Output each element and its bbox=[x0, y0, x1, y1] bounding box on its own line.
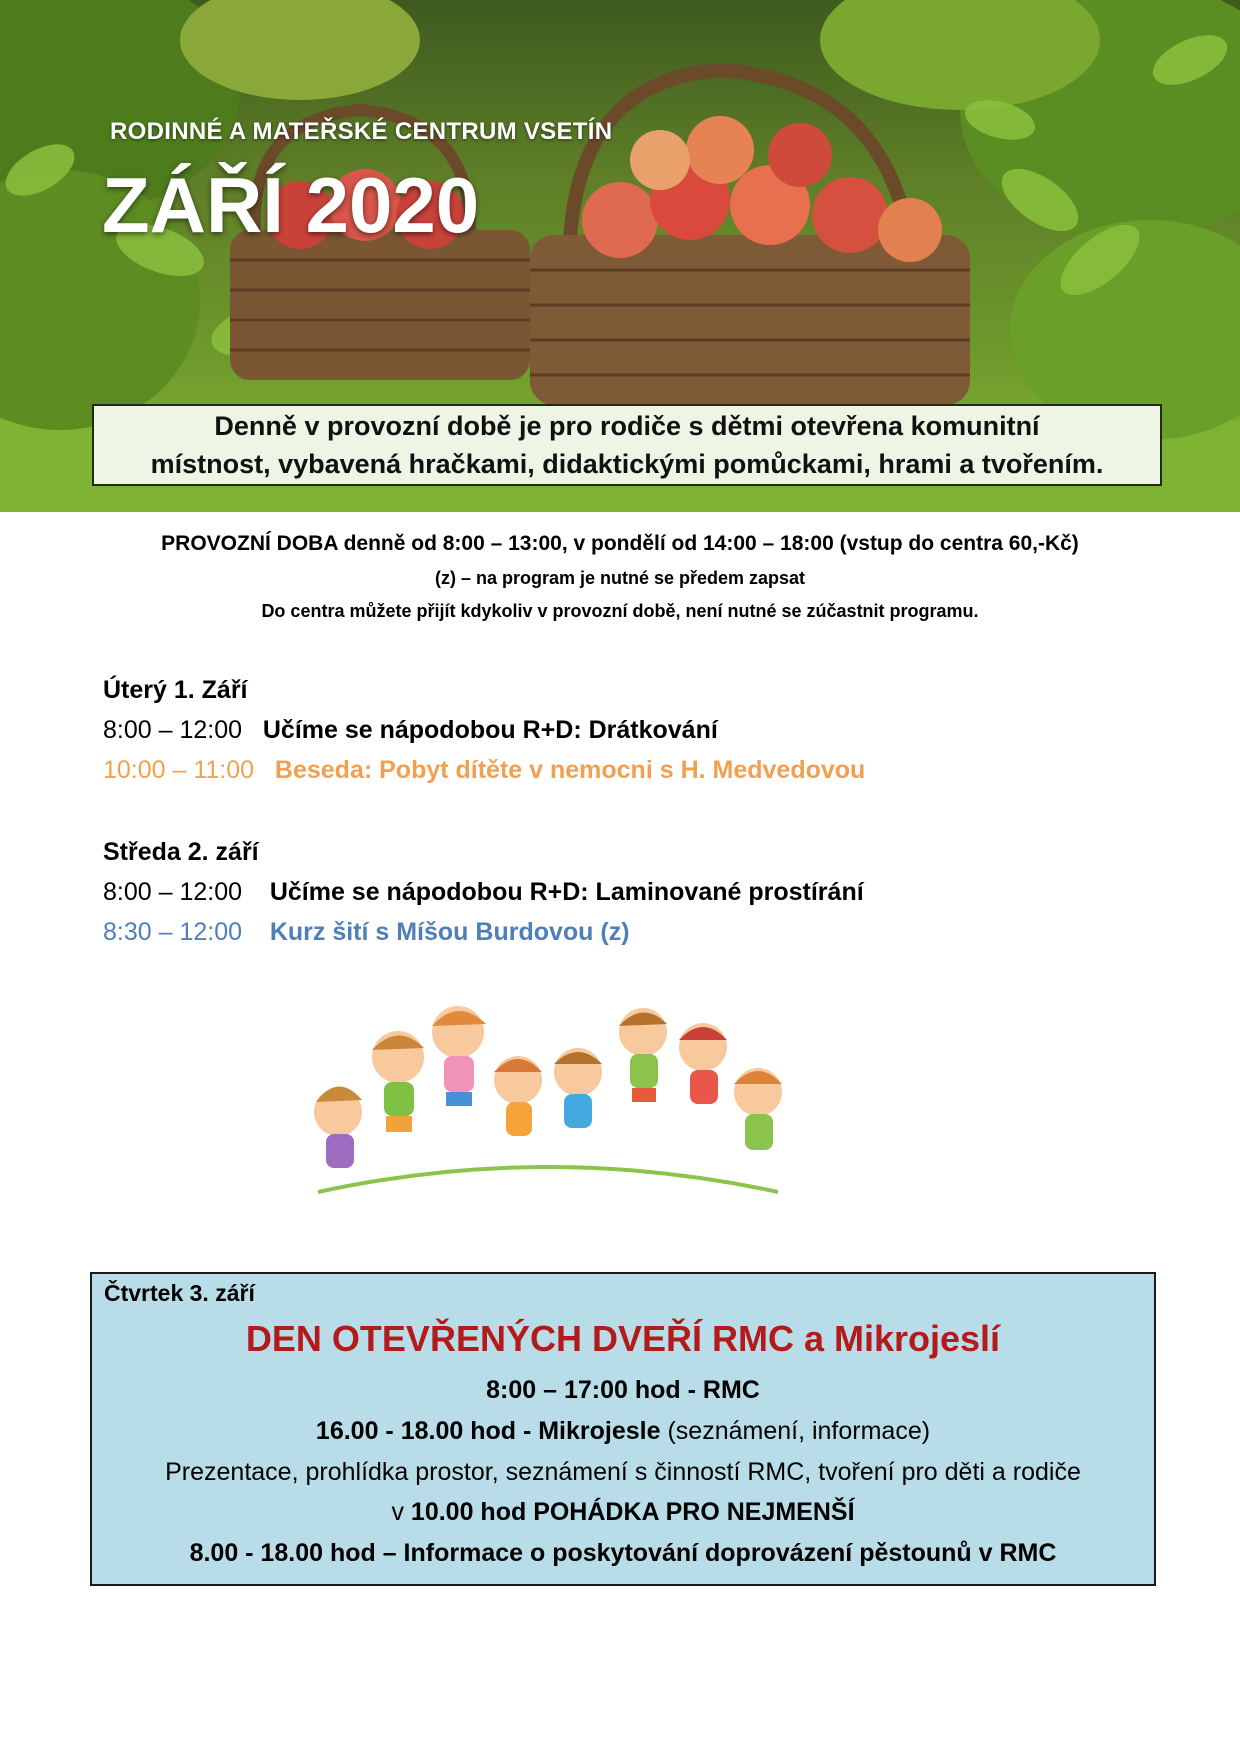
open-day-headline: DEN OTEVŘENÝCH DVEŘÍ RMC a Mikrojeslí bbox=[245, 1318, 1001, 1359]
event-time: 8:00 – 12:00 bbox=[103, 878, 243, 906]
opening-hours: PROVOZNÍ DOBA denně od 8:00 – 13:00, v pondělí od 14:00 – 18:00 (vstup do centra 60,-Kč) bbox=[161, 532, 1079, 555]
event-time: 8:00 – 12:00 bbox=[103, 716, 243, 744]
fairytale-line bbox=[92, 1498, 1154, 1527]
page-title: ZÁŘÍ 2020 bbox=[102, 161, 480, 249]
day-block-wednesday bbox=[103, 832, 864, 952]
event-row bbox=[103, 750, 865, 790]
center-name: RODINNÉ A MATEŘSKÉ CENTRUM VSETÍN bbox=[110, 118, 613, 145]
thursday-event-box bbox=[90, 1272, 1156, 1586]
notice-box bbox=[92, 404, 1162, 486]
jumping-kids-illustration bbox=[288, 992, 808, 1202]
hero-banner bbox=[0, 0, 1240, 512]
day-title: Středa 2. září bbox=[103, 838, 259, 866]
event-time: 8:30 – 12:00 bbox=[103, 918, 243, 946]
event-description: Učíme se nápodobou R+D: Laminované prostírání bbox=[269, 878, 864, 906]
event-row bbox=[103, 710, 865, 750]
notice-line-2: místnost, vybavená hračkami, didaktickými pomůckami, hrami a tvořením. bbox=[150, 449, 1104, 479]
day-title: Čtvrtek 3. září bbox=[104, 1280, 255, 1306]
visit-note: Do centra můžete přijít kdykoliv v provozní době, není nutné se zúčastnit programu. bbox=[261, 601, 979, 621]
event-row bbox=[103, 872, 864, 912]
mikrojesle-hours-note: (seznámení, informace) bbox=[660, 1417, 931, 1445]
signup-note: (z) – na program je nutné se předem zapsat bbox=[434, 568, 806, 588]
event-row bbox=[103, 912, 864, 952]
event-description: Kurz šití s Míšou Burdovou (z) bbox=[269, 918, 630, 946]
program-description: Prezentace, prohlídka prostor, seznámení s činností RMC, tvoření pro děti a rodiče bbox=[165, 1458, 1081, 1486]
mikrojesle-hours bbox=[92, 1417, 1154, 1446]
notice-line-1: Denně v provozní době je pro rodiče s dětmi otevřena komunitní bbox=[214, 411, 1040, 441]
event-time: 10:00 – 11:00 bbox=[103, 756, 255, 784]
event-description: Beseda: Pobyt dítěte v nemocni s H. Medvedovou bbox=[274, 756, 866, 784]
day-block-tuesday bbox=[103, 670, 865, 790]
mikrojesle-hours-bold: 16.00 - 18.00 hod - Mikrojesle bbox=[315, 1417, 661, 1445]
fairytale-prefix: v bbox=[391, 1498, 411, 1526]
rmc-hours: 8:00 – 17:00 hod - RMC bbox=[486, 1376, 760, 1404]
event-description: Učíme se nápodobou R+D: Drátkování bbox=[262, 716, 718, 744]
fairytale-time: 10.00 hod POHÁDKA PRO NEJMENŠÍ bbox=[410, 1498, 855, 1526]
day-title: Úterý 1. Září bbox=[103, 676, 248, 704]
foster-info-line: 8.00 - 18.00 hod – Informace o poskytování doprovázení pěstounů v RMC bbox=[189, 1539, 1057, 1567]
